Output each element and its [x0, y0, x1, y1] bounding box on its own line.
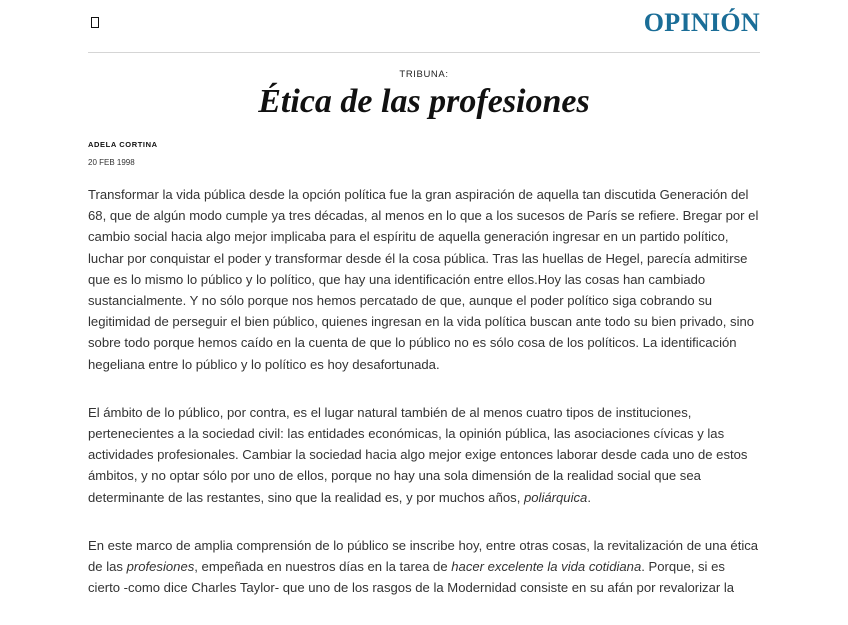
paragraph-text: En este marco de amplia comprensión de lo público se inscribe hoy, entre otras cosas, la revitalización de una ética de las — [88, 537, 759, 575]
emphasis-text: poliárquica — [523, 489, 588, 505]
paragraph-text: . — [587, 489, 591, 505]
article-paragraph — [88, 184, 760, 375]
paragraph-text: El ámbito de lo público, por contra, es el lugar natural también de al menos cuatro tipos de instituciones, pertenecientes a la sociedad civil: las entidades económicas, la opinión pública, las asociaciones cívicas y las actividades profesionales. Cambiar la sociedad hacia algo mejor exige entonces laborar desde cada uno de estos ámbitos, y no optar sólo por uno de ellos, porque no hay una sola dimensión de la realidad social que sea determinante de las restantes, sino que la realidad es, y por muchos años, — [88, 404, 748, 505]
masthead — [88, 0, 760, 53]
article-paragraph — [88, 535, 760, 599]
paragraph-text: , empeñada en nuestros días en la tarea de — [194, 559, 452, 575]
emphasis-text: hacer excelente la vida cotidiana — [451, 559, 642, 575]
article-paragraph — [88, 402, 760, 508]
article-kicker: TRIBUNA: — [399, 69, 449, 80]
article-author[interactable]: ADELA CORTINA — [88, 140, 158, 149]
article-body — [88, 184, 760, 625]
article-title: Ética de las profesiones — [258, 83, 590, 120]
emphasis-text: profesiones — [126, 559, 195, 575]
paragraph-text: . Porque, si es cierto -como dice Charles Taylor- que uno de los rasgos de la Modernidad consiste en su afán por revalorizar la — [88, 559, 735, 596]
bookmark-icon[interactable] — [91, 17, 99, 28]
article-date: 20 FEB 1998 — [88, 158, 135, 167]
section-title[interactable]: OPINIÓN — [643, 8, 760, 37]
paragraph-text: Transformar la vida pública desde la opción política fue la gran aspiración de aquella tan discutida Generación del 68, que de algún modo cumple ya tres décadas, al menos en lo que a los sucesos de París se refiere. Bregar por el cambio social hacia algo mejor implicaba para el espíritu de aquella generación ingresar en un partido político, luchar por conquistar el poder y transformar desde él la cosa pública. Tras las huellas de Hegel, parecía admitirse que es lo mismo lo público y lo político, que hay una identificación entre ellos.Hoy las cosas han cambiado sustancialmente. Y no sólo porque nos hemos percatado de que, aunque el poder político siga cobrando su legitimidad de perseguir el bien público, quienes ingresan en la vida política buscan ante todo su bien privado, sino sobre todo porque hemos caído en la cuenta de que lo público no es sólo cosa de los políticos. La identificación hegeliana entre lo público y lo político es hoy desafortunada. — [88, 187, 759, 372]
